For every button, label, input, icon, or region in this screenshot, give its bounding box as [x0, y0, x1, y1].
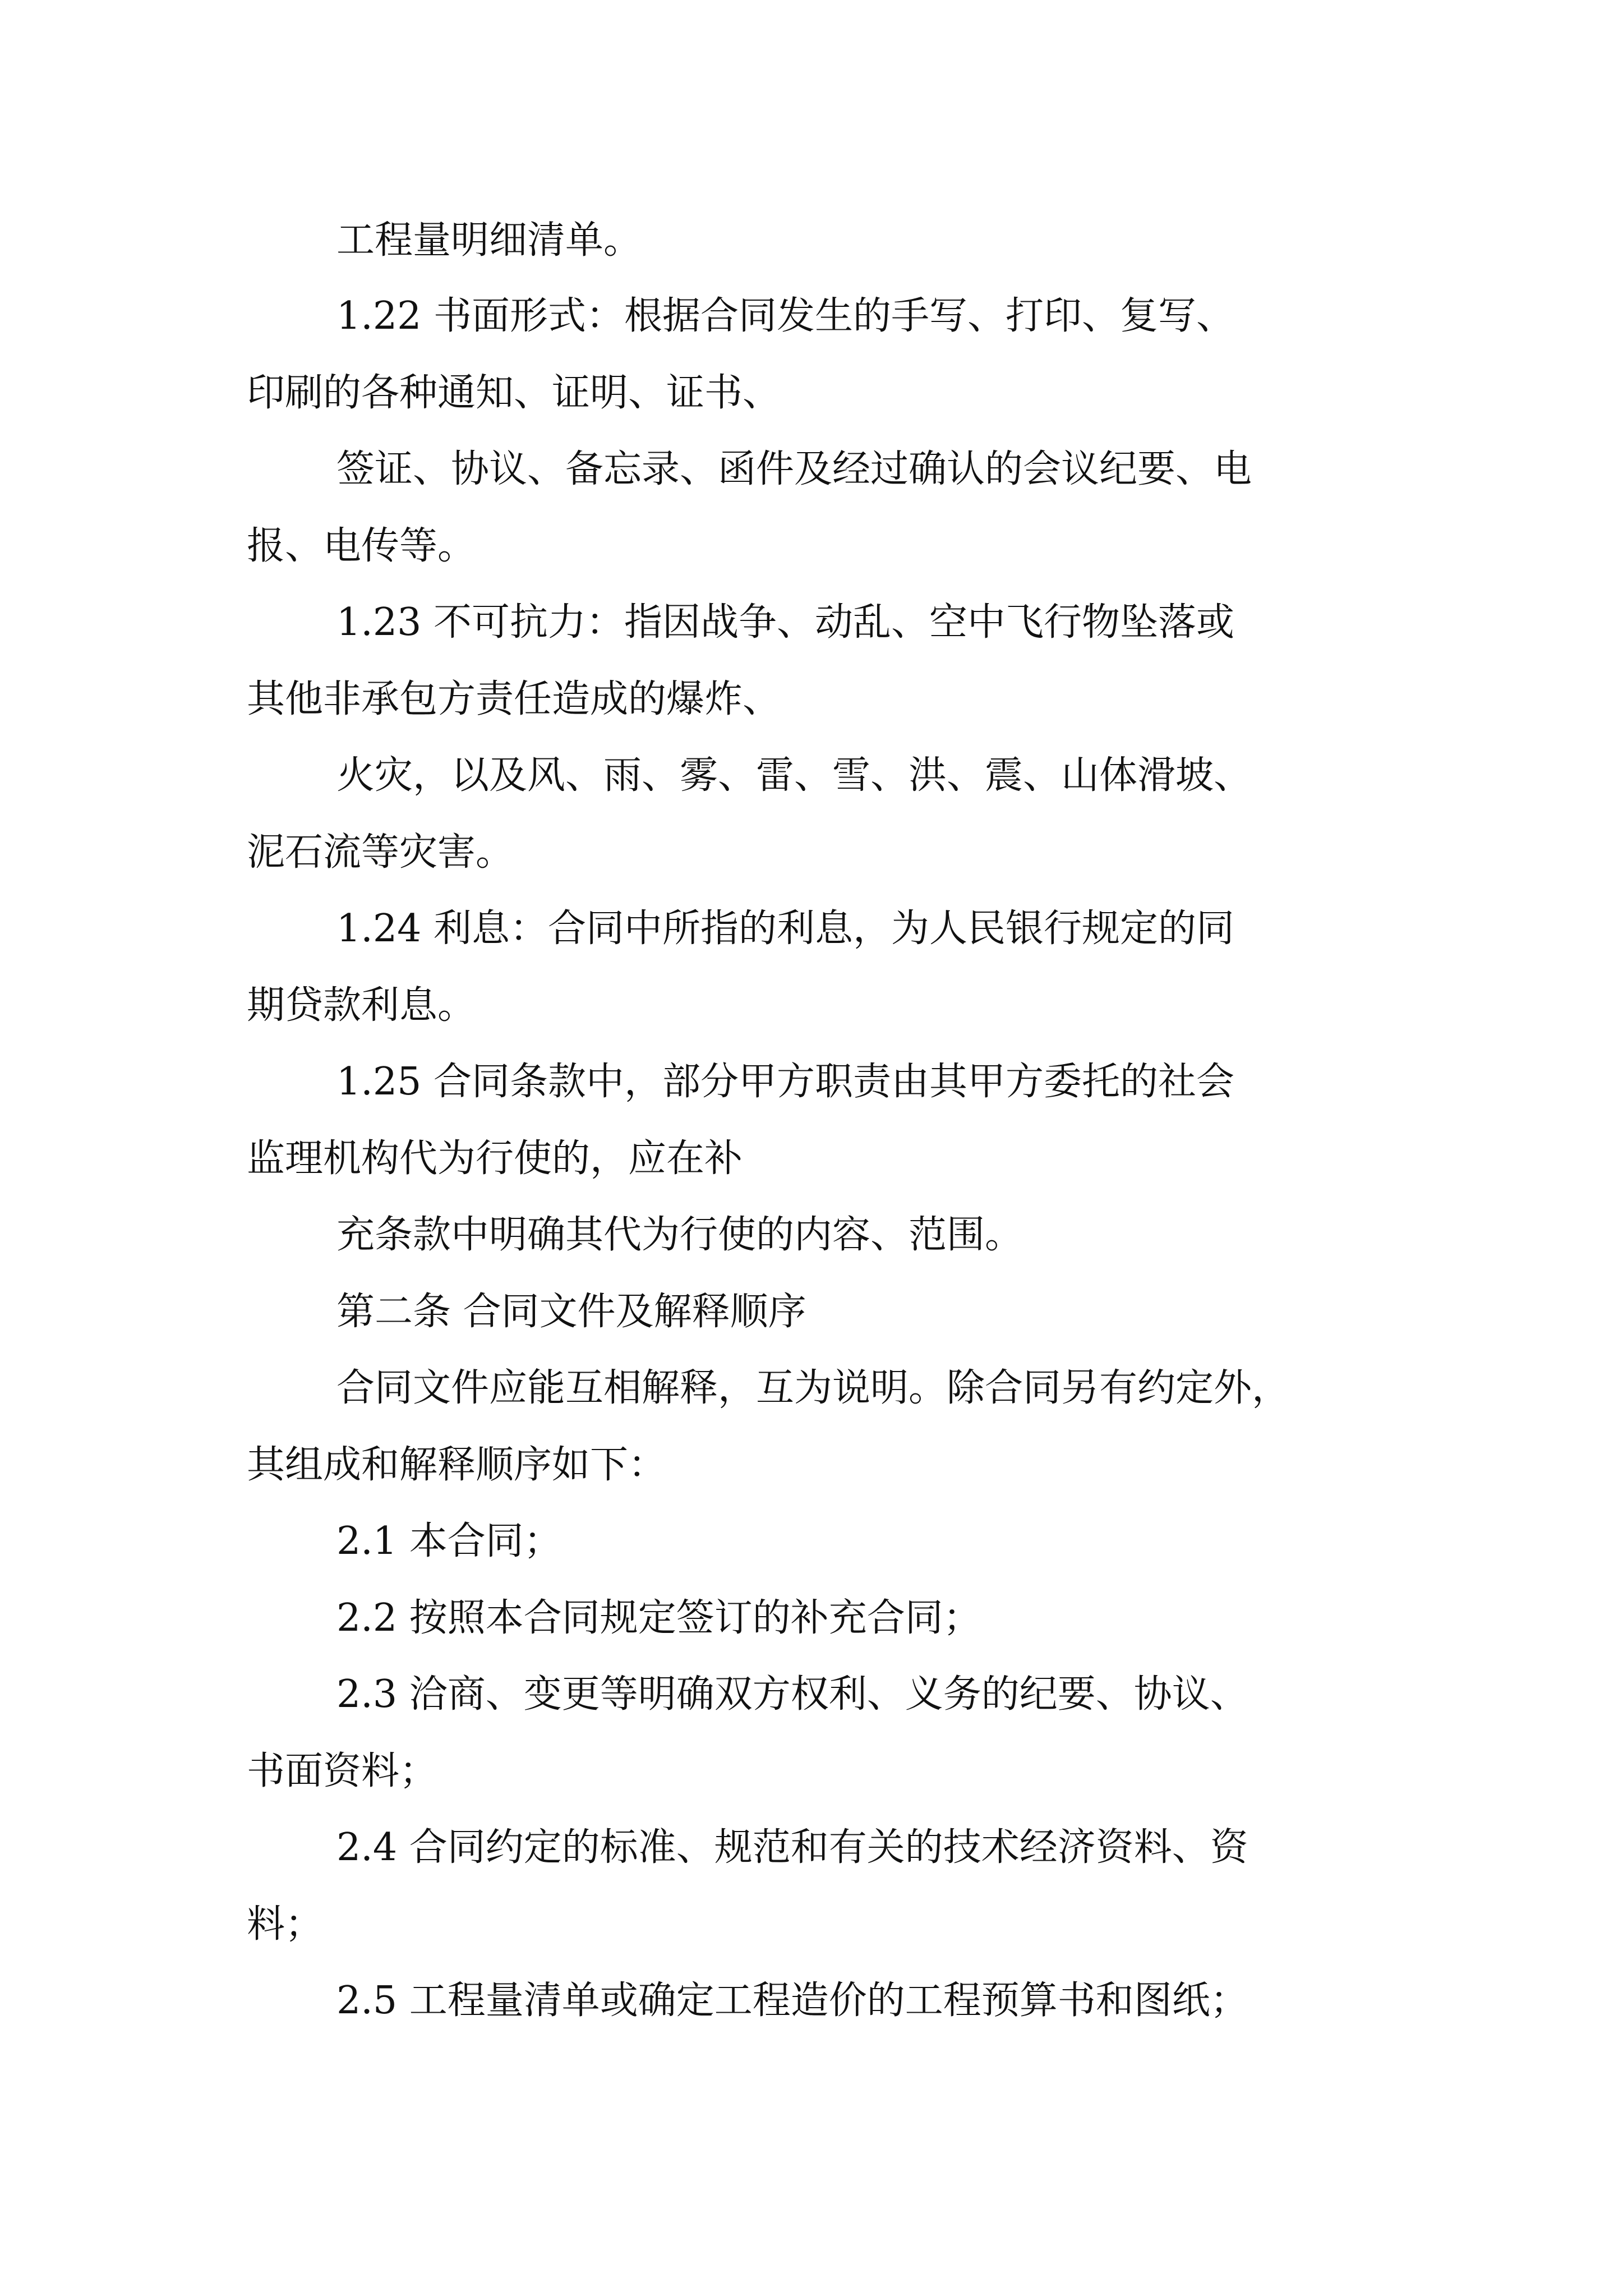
text-line: 泥石流等灾害。: [247, 830, 514, 875]
clause-2-1-line: 2.1 本合同；: [336, 1519, 562, 1563]
text-line: 监理机构代为行使的，应在补: [247, 1137, 743, 1181]
text-line: 签证、协议、备忘录、函件及经过确认的会议纪要、电: [336, 447, 1252, 491]
clause-2-2-line: 2.2 按照本合同规定签订的补充合同；: [336, 1596, 981, 1640]
text-line: 其他非承包方责任造成的爆炸、: [247, 677, 781, 721]
clause-2-3-line: 2.3 洽商、变更等明确双方权利、义务的纪要、协议、: [336, 1672, 1248, 1717]
clause-1-22-line: 1.22 书面形式：根据合同发生的手写、打印、复写、: [336, 294, 1235, 338]
text-line: 其组成和解释顺序如下：: [247, 1443, 667, 1487]
text-line: 印刷的各种通知、证明、证书、: [247, 371, 781, 415]
text-line: 火灾，以及风、雨、雾、雷、雪、洪、震、山体滑坡、: [336, 753, 1252, 798]
text-line: 报、电传等。: [247, 524, 476, 568]
section-heading: 第二条 合同文件及解释顺序: [336, 1290, 806, 1334]
text-line: 书面资料；: [247, 1749, 438, 1793]
text-line: 期贷款利息。: [247, 983, 476, 1028]
text-line: 料；: [247, 1902, 324, 1947]
clause-2-5-line: 2.5 工程量清单或确定工程造价的工程预算书和图纸；: [336, 1978, 1248, 2023]
clause-2-4-line: 2.4 合同约定的标准、规范和有关的技术经济资料、资: [336, 1825, 1248, 1870]
clause-1-24-line: 1.24 利息：合同中所指的利息，为人民银行规定的同: [336, 907, 1235, 951]
text-line: 充条款中明确其代为行使的内容、范围。: [336, 1213, 1023, 1257]
clause-1-23-line: 1.23 不可抗力：指因战争、动乱、空中飞行物坠落或: [336, 600, 1235, 645]
text-line: 合同文件应能互相解释，互为说明。除合同另有约定外，: [336, 1366, 1290, 1410]
clause-1-25-line: 1.25 合同条款中，部分甲方职责由其甲方委托的社会: [336, 1060, 1235, 1104]
text-line: 工程量明细清单。: [336, 218, 642, 263]
